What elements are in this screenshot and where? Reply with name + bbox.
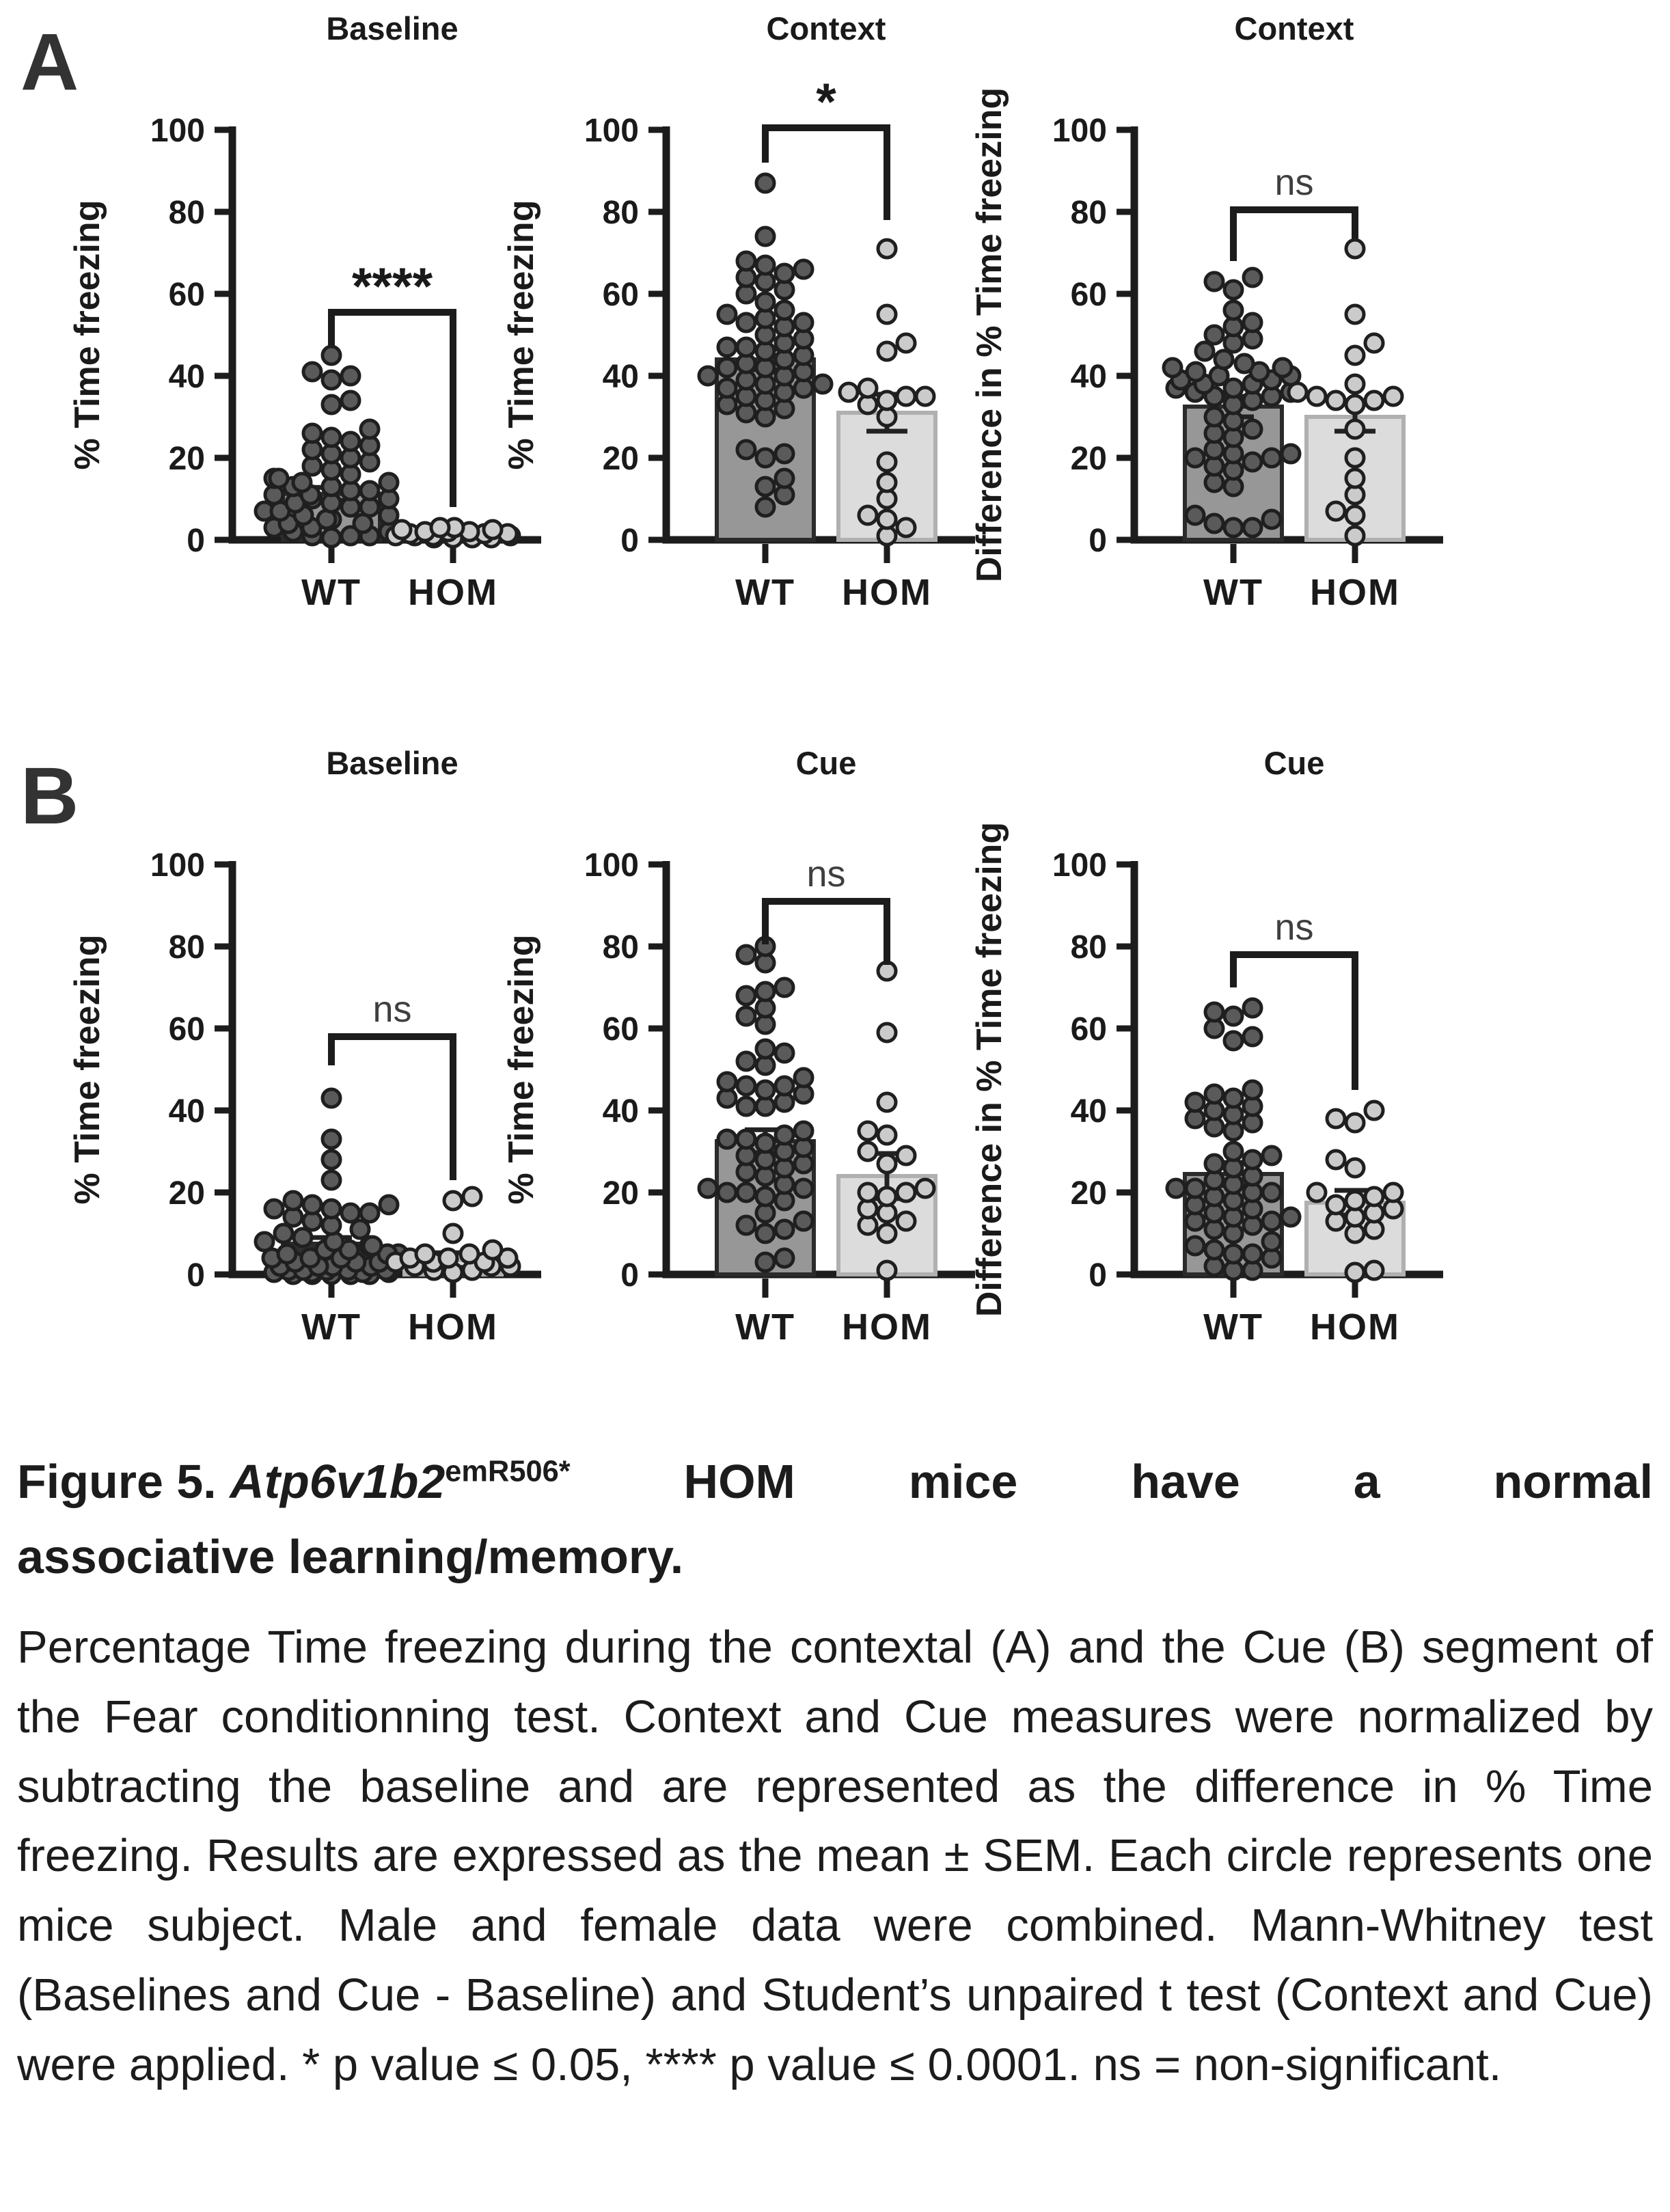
data-point-hom	[1346, 396, 1364, 413]
y-tick-label: 40	[168, 1093, 205, 1130]
significance-bracket	[765, 128, 887, 220]
y-tick-label: 60	[168, 277, 205, 313]
data-point-wt	[1244, 453, 1261, 471]
data-point-wt	[293, 474, 311, 491]
data-point-hom	[1327, 502, 1345, 520]
data-point-wt	[699, 1179, 717, 1197]
significance-label: ****	[351, 258, 433, 316]
data-point-hom	[1346, 375, 1364, 393]
y-tick-label: 100	[150, 113, 205, 149]
data-point-wt	[278, 1245, 296, 1263]
data-point-wt	[718, 1184, 736, 1201]
data-point-wt	[718, 305, 736, 323]
data-point-hom	[1346, 506, 1364, 524]
data-point-hom	[1327, 392, 1345, 409]
y-tick-label: 100	[1052, 113, 1107, 149]
data-point-hom	[1346, 1264, 1364, 1281]
data-point-wt	[756, 1040, 774, 1058]
data-point-wt	[1205, 273, 1223, 290]
data-point-wt	[1263, 1147, 1281, 1164]
data-point-wt	[1244, 999, 1261, 1017]
data-point-wt	[756, 449, 774, 467]
data-point-hom	[878, 474, 896, 491]
data-point-wt	[380, 474, 398, 491]
data-point-wt	[1186, 1237, 1204, 1255]
figure-caption	[17, 1454, 1653, 2100]
data-point-wt	[756, 1134, 774, 1152]
chart-title: Cue	[795, 745, 857, 781]
data-point-wt	[1224, 1089, 1242, 1107]
data-point-wt	[795, 260, 812, 278]
data-point-hom	[1327, 1151, 1345, 1169]
data-point-wt	[1263, 1184, 1281, 1201]
data-point-wt	[323, 1171, 340, 1189]
data-point-wt	[1224, 1007, 1242, 1025]
data-point-wt	[795, 1069, 812, 1087]
data-point-hom	[1346, 527, 1364, 545]
data-point-wt	[756, 293, 774, 311]
data-point-hom	[444, 1192, 462, 1210]
data-point-wt	[364, 1237, 381, 1255]
y-tick-label: 20	[168, 1175, 205, 1212]
data-point-wt	[718, 1130, 736, 1148]
y-tick-label: 60	[168, 1011, 205, 1048]
data-point-hom	[878, 1155, 896, 1173]
y-tick-label: 60	[602, 1011, 639, 1048]
significance-label: ns	[1274, 907, 1314, 948]
data-point-wt	[1215, 351, 1233, 368]
data-point-wt	[265, 1200, 283, 1218]
data-point-wt	[1196, 342, 1214, 360]
data-point-hom	[1365, 392, 1383, 409]
data-point-wt	[303, 424, 321, 442]
y-tick-label: 20	[602, 441, 639, 477]
data-point-wt	[323, 1130, 340, 1148]
data-point-hom	[840, 383, 858, 401]
data-point-wt	[284, 1192, 302, 1210]
panel-label-a: A	[20, 17, 79, 107]
data-point-hom	[878, 1093, 896, 1111]
chart-a3-context-difference	[943, 0, 1503, 656]
data-point-wt	[1263, 1233, 1281, 1251]
data-point-wt	[776, 1126, 793, 1144]
data-point-wt	[737, 987, 755, 1005]
data-point-wt	[737, 338, 755, 356]
chart-svg	[943, 735, 1503, 1391]
data-point-wt	[1263, 449, 1281, 467]
data-point-wt	[737, 946, 755, 964]
data-point-hom	[878, 510, 896, 528]
y-tick-label: 20	[168, 441, 205, 477]
data-point-wt	[1205, 1085, 1223, 1103]
data-point-hom	[439, 1249, 457, 1267]
data-point-wt	[756, 1081, 774, 1099]
data-point-wt	[776, 1249, 793, 1267]
data-point-hom	[878, 453, 896, 471]
data-point-wt	[756, 498, 774, 516]
y-tick-label: 40	[602, 359, 639, 395]
y-axis-label: % Time freezing	[68, 200, 107, 470]
group-label-hom: HOM	[842, 1307, 932, 1348]
data-point-wt	[1235, 355, 1253, 372]
caption-heading-word: mice	[908, 1455, 1018, 1508]
group-label-hom: HOM	[1310, 1307, 1400, 1348]
data-point-wt	[776, 979, 793, 996]
group-label-hom: HOM	[408, 572, 498, 613]
data-point-wt	[1244, 519, 1261, 536]
data-point-wt	[737, 1007, 755, 1025]
data-point-wt	[737, 1184, 755, 1201]
y-tick-label: 0	[620, 1257, 639, 1294]
data-point-wt	[737, 1052, 755, 1070]
y-tick-label: 100	[1052, 847, 1107, 884]
data-point-wt	[1244, 1245, 1261, 1263]
data-point-wt	[718, 379, 736, 397]
data-point-wt	[776, 301, 793, 319]
data-point-wt	[294, 1229, 312, 1246]
caption-heading-word: normal	[1493, 1455, 1653, 1508]
data-point-hom	[1346, 305, 1364, 323]
data-point-wt	[323, 1151, 340, 1169]
data-point-wt	[795, 1179, 812, 1197]
y-tick-label: 60	[602, 277, 639, 313]
data-point-hom	[897, 387, 915, 405]
data-point-wt	[342, 367, 359, 385]
data-point-wt	[737, 252, 755, 270]
significance-label: ns	[806, 854, 846, 895]
data-point-hom	[878, 392, 896, 409]
y-tick-label: 80	[602, 195, 639, 231]
data-point-hom	[1289, 383, 1306, 401]
data-point-hom	[916, 1179, 934, 1197]
y-tick-label: 0	[1089, 1257, 1107, 1294]
significance-bracket	[765, 901, 887, 965]
data-point-hom	[1346, 240, 1364, 258]
y-tick-label: 80	[168, 929, 205, 966]
data-point-wt	[1263, 510, 1281, 528]
data-point-wt	[323, 1089, 340, 1107]
y-tick-label: 80	[1070, 929, 1107, 966]
data-point-wt	[756, 983, 774, 1000]
y-tick-label: 0	[1089, 523, 1107, 559]
caption-gene-name: Atp6v1b2	[230, 1455, 446, 1508]
data-point-wt	[1186, 506, 1204, 524]
data-point-wt	[1186, 449, 1204, 467]
data-point-wt	[718, 1073, 736, 1091]
data-point-wt	[323, 346, 340, 364]
data-point-wt	[380, 1196, 398, 1214]
data-point-wt	[1164, 359, 1181, 377]
y-tick-label: 80	[1070, 195, 1107, 231]
caption-gene-superscript: emR506*	[445, 1455, 571, 1488]
data-point-wt	[1205, 1003, 1223, 1021]
data-point-wt	[756, 174, 774, 192]
data-point-wt	[737, 441, 755, 459]
group-label-wt: WT	[735, 1307, 795, 1348]
data-point-wt	[1244, 1081, 1261, 1099]
data-point-hom	[1346, 469, 1364, 487]
data-point-hom	[1346, 1114, 1364, 1132]
data-point-wt	[275, 1225, 292, 1242]
data-point-wt	[1205, 515, 1223, 532]
data-point-hom	[916, 387, 934, 405]
y-tick-label: 80	[602, 929, 639, 966]
significance-bracket	[1233, 955, 1355, 1090]
data-point-wt	[1224, 301, 1242, 319]
data-point-hom	[878, 240, 896, 258]
data-point-wt	[323, 396, 340, 413]
chart-b3-cue-difference	[943, 735, 1503, 1391]
data-point-wt	[303, 363, 321, 381]
data-point-hom	[878, 305, 896, 323]
data-point-hom	[1346, 1192, 1364, 1210]
chart-title: Context	[766, 10, 886, 46]
data-point-hom	[859, 1184, 877, 1201]
data-point-wt	[323, 371, 340, 389]
caption-heading-line2: associative learning/memory.	[17, 1530, 684, 1583]
data-point-hom	[1346, 1159, 1364, 1177]
chart-svg	[943, 0, 1503, 656]
y-tick-label: 20	[1070, 1175, 1107, 1212]
data-point-wt	[718, 338, 736, 356]
group-label-hom: HOM	[408, 1307, 498, 1348]
data-point-wt	[1282, 1208, 1300, 1226]
y-axis-label: Difference in % Time freezing	[970, 87, 1009, 583]
data-point-wt	[776, 469, 793, 487]
data-point-wt	[351, 1220, 369, 1238]
data-point-hom	[1365, 334, 1383, 352]
data-point-hom	[393, 521, 411, 538]
data-point-wt	[361, 482, 379, 500]
data-point-wt	[270, 469, 288, 487]
data-point-wt	[776, 1077, 793, 1095]
data-point-hom	[878, 1126, 896, 1144]
data-point-wt	[1167, 1179, 1185, 1197]
data-point-wt	[814, 375, 832, 393]
chart-title: Context	[1234, 10, 1354, 46]
data-point-hom	[1346, 346, 1364, 364]
significance-label: ns	[1274, 162, 1314, 203]
data-point-hom	[897, 1212, 915, 1230]
data-point-hom	[1365, 1188, 1383, 1205]
data-point-hom	[1346, 420, 1364, 438]
y-tick-label: 40	[602, 1093, 639, 1130]
data-point-wt	[1274, 359, 1291, 377]
data-point-hom	[897, 1184, 915, 1201]
data-point-wt	[342, 1204, 359, 1222]
data-point-wt	[1244, 420, 1261, 438]
data-point-wt	[323, 428, 340, 446]
data-point-wt	[795, 1122, 812, 1140]
data-point-wt	[756, 1253, 774, 1271]
data-point-wt	[1205, 1155, 1223, 1173]
data-point-wt	[1224, 1245, 1242, 1263]
y-axis-label: Difference in % Time freezing	[970, 821, 1009, 1317]
chart-title: Cue	[1263, 745, 1325, 781]
data-point-hom	[1365, 1102, 1383, 1119]
y-tick-label: 40	[1070, 1093, 1107, 1130]
data-point-wt	[323, 1200, 340, 1218]
data-point-hom	[859, 1143, 877, 1160]
group-label-hom: HOM	[1310, 572, 1400, 613]
data-point-hom	[897, 519, 915, 536]
group-label-wt: WT	[301, 1307, 361, 1348]
data-point-hom	[444, 1225, 462, 1242]
data-point-hom	[897, 334, 915, 352]
data-point-hom	[1327, 1110, 1345, 1128]
data-point-wt	[1244, 269, 1261, 286]
data-point-wt	[256, 1233, 273, 1251]
group-label-hom: HOM	[842, 572, 932, 613]
data-point-wt	[1205, 326, 1223, 344]
group-label-wt: WT	[735, 572, 795, 613]
data-point-hom	[859, 1122, 877, 1140]
data-point-hom	[859, 379, 877, 397]
data-point-hom	[416, 1245, 434, 1263]
y-tick-label: 100	[584, 847, 639, 884]
data-point-wt	[756, 1225, 774, 1242]
data-point-wt	[737, 1130, 755, 1148]
data-point-wt	[1282, 445, 1300, 463]
data-point-hom	[859, 506, 877, 524]
data-point-wt	[342, 433, 359, 450]
data-point-hom	[878, 1024, 896, 1041]
data-point-wt	[1244, 1028, 1261, 1046]
data-point-wt	[718, 359, 736, 377]
group-label-wt: WT	[1203, 572, 1263, 613]
data-point-wt	[323, 529, 340, 547]
data-point-wt	[342, 392, 359, 409]
data-point-hom	[1308, 387, 1326, 405]
significance-label: ns	[372, 989, 412, 1030]
data-point-wt	[756, 478, 774, 495]
caption-heading-word: have	[1131, 1455, 1240, 1508]
data-point-wt	[1244, 1151, 1261, 1169]
data-point-hom	[878, 1225, 896, 1242]
data-point-wt	[756, 256, 774, 274]
data-point-wt	[776, 1220, 793, 1238]
data-point-hom	[1327, 1196, 1345, 1214]
y-tick-label: 20	[602, 1175, 639, 1212]
data-point-wt	[776, 445, 793, 463]
caption-figure-label: Figure 5. $Atp6v1b2^{emR506*}$	[17, 1455, 571, 1508]
chart-title: Baseline	[326, 745, 458, 781]
data-point-wt	[1224, 1032, 1242, 1050]
data-point-wt	[699, 367, 717, 385]
data-point-wt	[795, 1212, 812, 1230]
data-point-hom	[1308, 1184, 1326, 1201]
group-label-wt: WT	[1203, 1307, 1263, 1348]
data-point-wt	[1244, 314, 1261, 331]
data-point-wt	[1205, 1241, 1223, 1259]
group-label-wt: WT	[301, 572, 361, 613]
data-point-wt	[776, 1044, 793, 1062]
y-tick-label: 40	[168, 359, 205, 395]
data-point-wt	[737, 1077, 755, 1095]
data-point-wt	[1187, 363, 1205, 381]
y-tick-label: 60	[1070, 1011, 1107, 1048]
data-point-wt	[1186, 1179, 1204, 1197]
y-axis-label: % Time freezing	[68, 934, 107, 1205]
data-point-wt	[776, 264, 793, 282]
data-point-hom	[878, 1261, 896, 1279]
data-point-wt	[1224, 519, 1242, 536]
data-point-wt	[756, 228, 774, 245]
y-tick-label: 100	[584, 113, 639, 149]
y-tick-label: 0	[620, 523, 639, 559]
significance-label: *	[816, 73, 836, 131]
caption-heading-word: a	[1353, 1455, 1380, 1508]
chart-title: Baseline	[326, 10, 458, 46]
data-point-wt	[1224, 281, 1242, 299]
caption-heading-line1	[17, 1454, 1653, 1509]
data-point-hom	[897, 1147, 915, 1164]
data-point-hom	[1365, 1261, 1383, 1279]
data-point-wt	[737, 1097, 755, 1115]
data-point-wt	[361, 1204, 379, 1222]
significance-bracket	[331, 1037, 453, 1180]
data-point-hom	[878, 1188, 896, 1205]
data-point-wt	[756, 1188, 774, 1205]
data-point-hom	[878, 342, 896, 360]
y-tick-label: 20	[1070, 441, 1107, 477]
y-tick-label: 40	[1070, 359, 1107, 395]
data-point-wt	[1263, 1212, 1281, 1230]
caption-heading-word: HOM	[683, 1455, 795, 1508]
data-point-wt	[303, 1196, 321, 1214]
data-point-hom	[1384, 1184, 1402, 1201]
y-tick-label: 80	[168, 195, 205, 231]
data-point-wt	[795, 314, 812, 331]
data-point-hom	[1384, 387, 1402, 405]
significance-bracket	[1233, 210, 1355, 261]
caption-body-text: Percentage Time freezing during the contextal (A) and the Cue (B) segment of the Fear conditionning test. Context and Cue measures were normalized by subtracting the baseline and are represented as the difference in % Time freezing. Results are expressed as the mean ± SEM. Each circle represents one mice subject. Male and female data were combined. Mann-Whitney test (Baselines and Cue - Baseline) and Student’s unpaired t test (Context and Cue) were applied. * p value ≤ 0.05, **** p value ≤ 0.0001. ns = non-significant.	[17, 1622, 1653, 2090]
y-tick-label: 0	[187, 523, 205, 559]
panel-label-b: B	[20, 751, 79, 841]
y-tick-label: 100	[150, 847, 205, 884]
data-point-wt	[737, 1216, 755, 1234]
data-point-hom	[431, 519, 449, 536]
data-point-wt	[737, 314, 755, 331]
data-point-hom	[1346, 449, 1364, 467]
y-axis-label: % Time freezing	[502, 934, 541, 1205]
data-point-wt	[361, 420, 379, 438]
data-point-wt	[1224, 1143, 1242, 1160]
data-point-wt	[1186, 1093, 1204, 1111]
data-point-wt	[1205, 408, 1223, 426]
y-tick-label: 0	[187, 1257, 205, 1294]
y-axis-label: % Time freezing	[502, 200, 541, 470]
y-tick-label: 60	[1070, 277, 1107, 313]
